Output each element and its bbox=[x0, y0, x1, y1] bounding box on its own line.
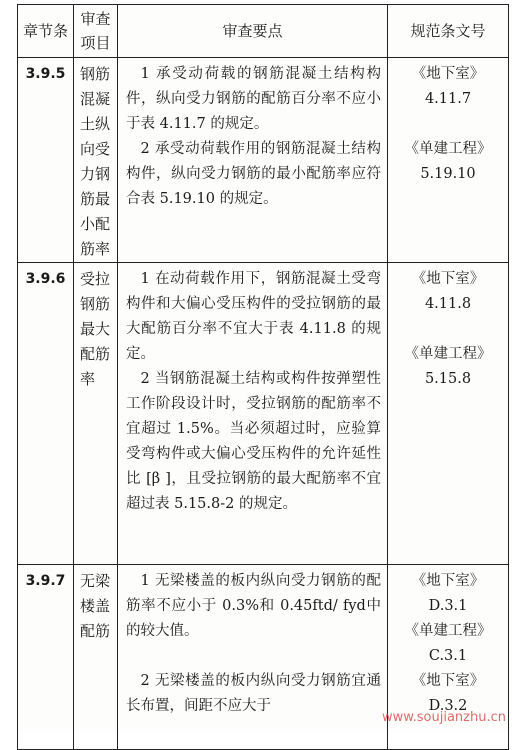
header-section: 章节条 bbox=[18, 5, 74, 58]
point-text: 2 承受动荷载作用的钢筋混凝土结构构件，纵向受力钢筋的最小配筋率应符合表 5.19.10 的规定。 bbox=[126, 141, 381, 207]
review-points bbox=[118, 565, 388, 750]
code-book: 《单建工程》 bbox=[404, 346, 492, 362]
header-item: 审查项目 bbox=[74, 5, 118, 58]
table-header-row bbox=[18, 5, 509, 58]
code-clause: 5.19.10 bbox=[420, 166, 476, 182]
code-clause: D.3.1 bbox=[428, 598, 468, 614]
code-clause: C.3.1 bbox=[428, 648, 468, 664]
review-table bbox=[17, 4, 509, 750]
table-row bbox=[18, 58, 509, 263]
code-clause: D.3.2 bbox=[428, 698, 468, 714]
code-clause: 4.11.8 bbox=[424, 296, 472, 312]
review-item: 无梁楼盖配筋 bbox=[74, 565, 118, 750]
section-number: 3.9.7 bbox=[18, 565, 74, 750]
document-page bbox=[17, 4, 508, 731]
section-number: 3.9.5 bbox=[18, 58, 74, 263]
code-clause: 5.15.8 bbox=[424, 371, 472, 387]
point-text: 1 承受动荷载的钢筋混凝土结构构件，纵向受力钢筋的配筋百分率不应小于表 4.11.7 的规定。 bbox=[126, 66, 381, 132]
code-book: 《地下室》 bbox=[411, 66, 485, 82]
review-points bbox=[118, 58, 388, 263]
header-code: 规范条文号 bbox=[388, 5, 509, 58]
point-text: 1 无梁楼盖的板内纵向受力钢筋的配筋率不应小于 0.3%和 0.45ftd/ fyd中的较大值。 bbox=[126, 573, 381, 639]
code-book: 《地下室》 bbox=[411, 673, 485, 689]
point-text: 2 当钢筋混凝土结构或构件按弹塑性工作阶段设计时，受拉钢筋的配筋率不宜超过 1.5%。当必须超过时，应验算受弯构件或大偏心受压构件的允许延性比 [β ]，且受拉钢筋的最大配筋率不宜超过表 5.15.8-2 的规定。 bbox=[126, 371, 381, 512]
code-refs bbox=[388, 263, 509, 565]
point-text: 1 在动荷载作用下，钢筋混凝土受弯构件和大偏心受压构件的受拉钢筋的最大配筋百分率不宜大于表 4.11.8 的规定。 bbox=[126, 271, 381, 362]
table-row bbox=[18, 263, 509, 565]
code-book: 《单建工程》 bbox=[404, 623, 492, 639]
code-book: 《地下室》 bbox=[411, 271, 485, 287]
header-points: 审查要点 bbox=[118, 5, 388, 58]
point-text: 2 无梁楼盖的板内纵向受力钢筋宜通长布置，间距不应大于 bbox=[126, 673, 381, 714]
code-book: 《单建工程》 bbox=[404, 141, 492, 157]
review-item: 受拉钢筋最大配筋率 bbox=[74, 263, 118, 565]
review-points bbox=[118, 263, 388, 565]
code-clause: 4.11.7 bbox=[424, 91, 472, 107]
code-book: 《地下室》 bbox=[411, 573, 485, 589]
review-item: 钢筋混凝土纵向受力钢筋最小配筋率 bbox=[74, 58, 118, 263]
section-number: 3.9.6 bbox=[18, 263, 74, 565]
code-refs bbox=[388, 58, 509, 263]
watermark: www.soujianzhu.cn bbox=[381, 710, 506, 725]
